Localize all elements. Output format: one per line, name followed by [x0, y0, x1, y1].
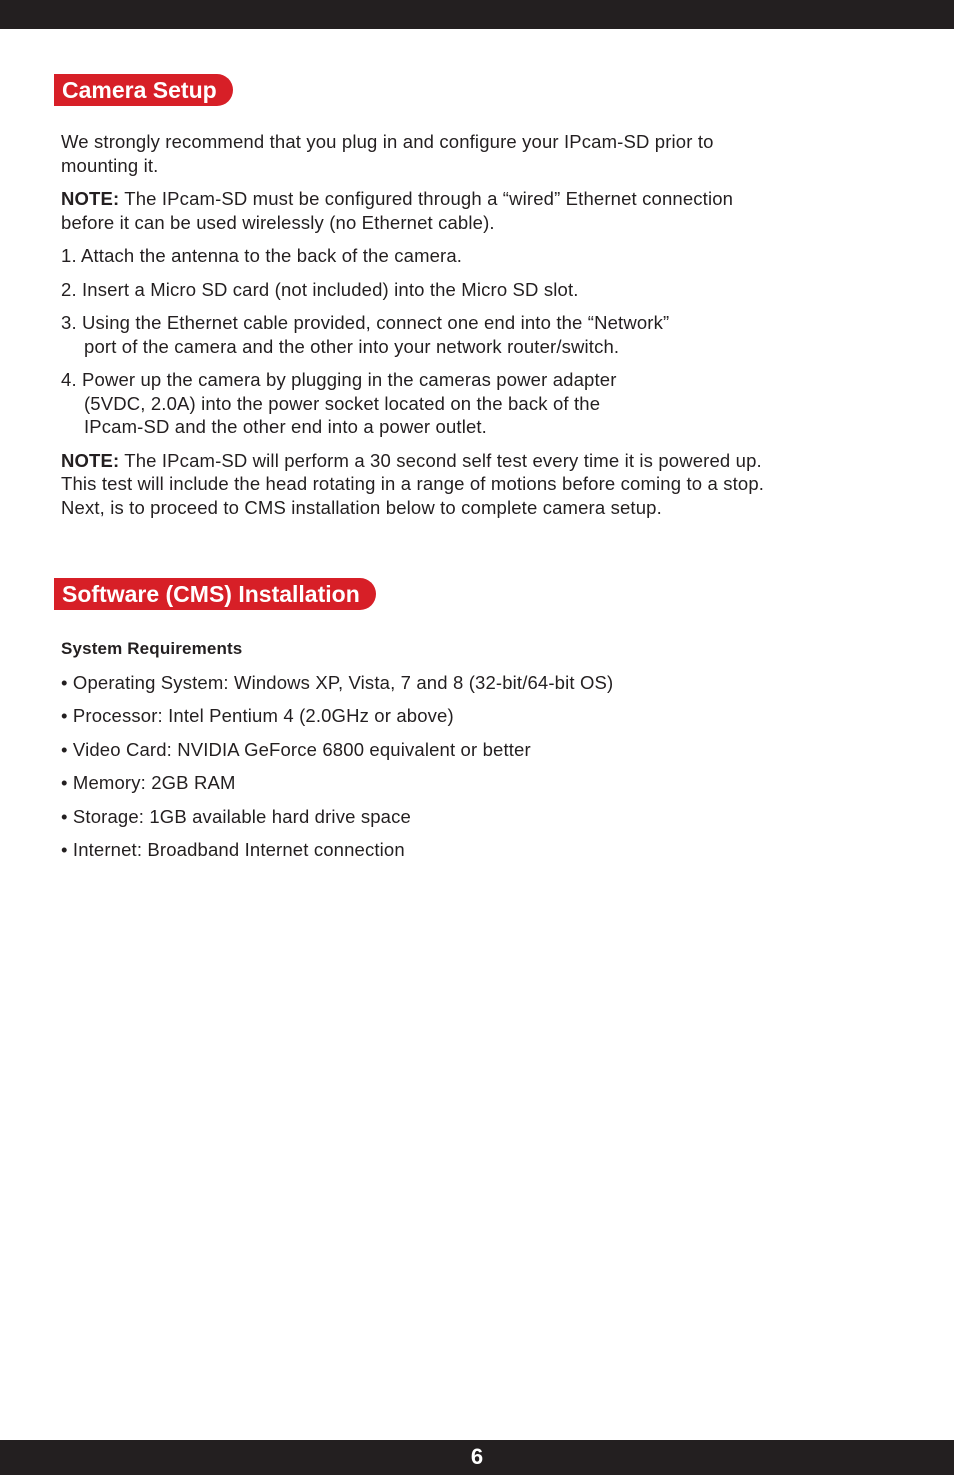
step-1: 1. Attach the antenna to the back of the camera.: [61, 245, 463, 266]
requirements-list: [61, 671, 901, 862]
intro-line-1: We strongly recommend that you plug in and configure your IPcam-SD prior to: [61, 131, 714, 152]
top-bar: [0, 0, 954, 29]
camera-setup-heading: Camera Setup: [54, 74, 233, 106]
intro-paragraph: [61, 130, 901, 177]
requirement-memory: • Memory: 2GB RAM: [61, 772, 236, 793]
step4-line-1: 4. Power up the camera by plugging in the cameras power adapter: [61, 369, 617, 390]
note2-line-3: Next, is to proceed to CMS installation below to complete camera setup.: [61, 496, 662, 518]
note-label: NOTE:: [61, 188, 120, 209]
requirement-video-card: • Video Card: NVIDIA GeForce 6800 equivalent or better: [61, 738, 531, 760]
step3-line-1: 3. Using the Ethernet cable provided, connect one end into the “Network”: [61, 312, 670, 333]
page-number: 6: [470, 1444, 484, 1469]
requirement-internet: • Internet: Broadband Internet connection: [61, 839, 405, 860]
note2-line-2: This test will include the head rotating in a range of motions before coming to a stop.: [61, 473, 765, 494]
step-2: 2. Insert a Micro SD card (not included) into the Micro SD slot.: [61, 278, 579, 300]
step4-line-2: (5VDC, 2.0A) into the power socket located on the back of the: [84, 392, 601, 414]
note1-line-1: The IPcam-SD must be configured through a “wired” Ethernet connection: [119, 188, 734, 209]
step-4: [61, 368, 901, 439]
note-paragraph-1: [61, 187, 901, 234]
software-install-heading: Software (CMS) Installation: [54, 578, 376, 610]
camera-setup-body: [61, 130, 901, 519]
note2-line-1: The IPcam-SD will perform a 30 second self test every time it is powered up.: [119, 449, 762, 471]
requirement-storage: • Storage: 1GB available hard drive space: [61, 805, 411, 827]
note-paragraph-2: [61, 449, 901, 520]
note-label: NOTE:: [61, 449, 120, 471]
software-install-body: [61, 637, 901, 862]
requirement-processor: • Processor: Intel Pentium 4 (2.0GHz or above): [61, 705, 454, 726]
requirements-title: System Requirements: [61, 639, 243, 658]
step-3: [61, 311, 901, 358]
requirement-os: • Operating System: Windows XP, Vista, 7 and 8 (32-bit/64-bit OS): [61, 671, 614, 693]
intro-line-2: mounting it.: [61, 154, 159, 176]
step3-line-2: port of the camera and the other into your network router/switch.: [84, 335, 620, 357]
note1-line-2: before it can be used wirelessly (no Ethernet cable).: [61, 211, 495, 233]
step4-line-3: IPcam-SD and the other end into a power outlet.: [84, 416, 487, 437]
